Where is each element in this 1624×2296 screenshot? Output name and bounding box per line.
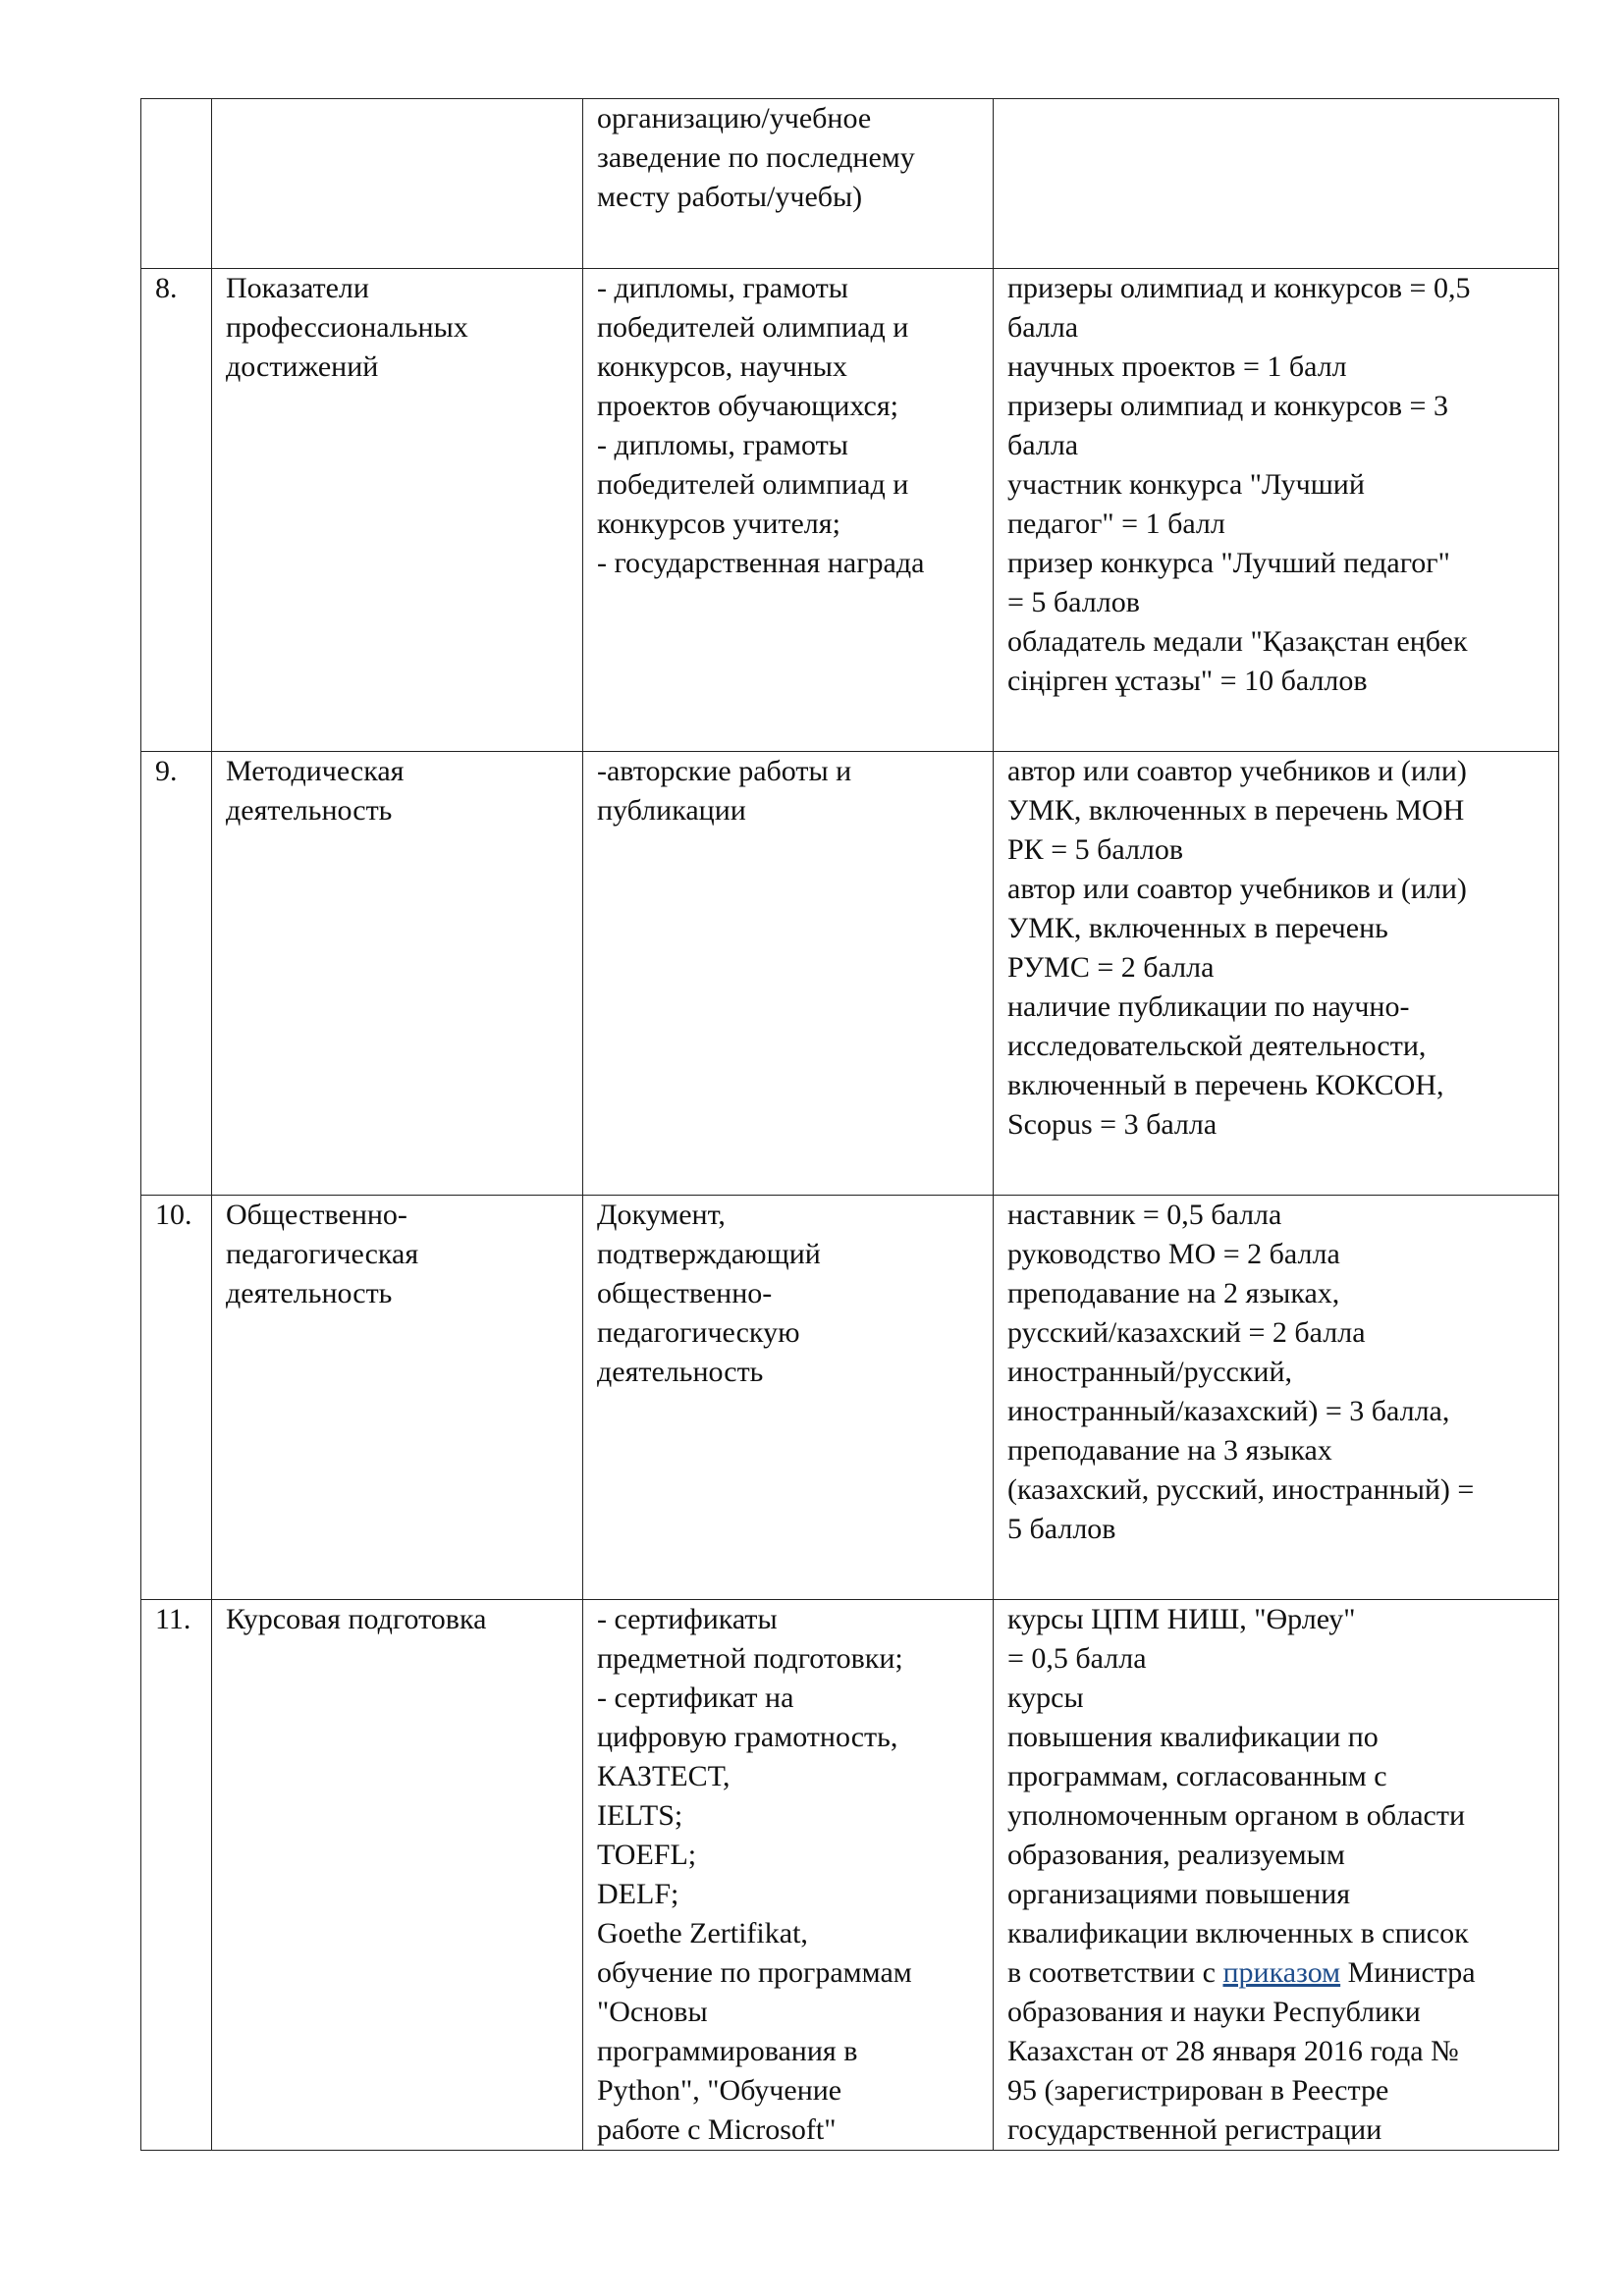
points-line: включенный в перечень КОКСОН, [1007,1069,1444,1101]
points-line: педагог" = 1 балл [1007,507,1225,540]
points-line: (казахский, русский, иностранный) = [1007,1473,1475,1506]
points-cell [994,752,1559,1196]
documents-line: - государственная награда [597,547,925,579]
documents-line: -авторские работы и [597,755,852,787]
documents-line: Python", "Обучение [597,2074,842,2107]
points-link-line [1007,1953,1544,1993]
documents-line: победителей олимпиад и [597,311,909,344]
points-line: РК = 5 баллов [1007,833,1184,866]
criterion-line: Методическая [226,755,405,787]
points-line: курсы ЦПМ НИШ, "Өрлеу" [1007,1603,1356,1635]
points-link-after: Министра [1340,1956,1476,1989]
points-line: призеры олимпиад и конкурсов = 3 [1007,390,1448,422]
points-line: исследовательской деятельности, [1007,1030,1427,1062]
documents-line: конкурсов учителя; [597,507,840,540]
documents-cell [583,1196,994,1600]
table-row [141,99,1559,269]
documents-line: TOEFL; [597,1839,697,1871]
points-line: Казахстан от 28 января 2016 года № [1007,2035,1459,2067]
documents-line: Goethe Zertifikat, [597,1917,808,1949]
documents-line: организацию/учебное [597,102,872,134]
documents-line: педагогическую [597,1316,800,1349]
points-line: УМК, включенных в перечень [1007,912,1388,944]
points-cell [994,269,1559,752]
documents-line: подтверждающий [597,1238,821,1270]
criterion-line: педагогическая [226,1238,419,1270]
points-link-before: в соответствии с [1007,1956,1223,1989]
points-line: курсы [1007,1682,1084,1714]
documents-line: публикации [597,794,746,827]
points-line: обладатель медали "Қазақстан еңбек [1007,625,1468,658]
criterion-line: Курсовая подготовка [226,1603,487,1635]
documents-line: IELTS; [597,1799,683,1832]
table-row [141,1196,1559,1600]
points-cell [994,99,1559,269]
points-line: преподавание на 3 языках [1007,1434,1332,1467]
criterion-line: достижений [226,350,379,383]
criterion-line: профессиональных [226,311,468,344]
points-line: УМК, включенных в перечень МОН [1007,794,1465,827]
documents-line: работе с Microsoft" [597,2113,837,2146]
points-line: участник конкурса "Лучший [1007,468,1365,501]
row-number: 9. [141,752,212,1196]
table-row [141,752,1559,1196]
points-cell [994,1600,1559,2151]
points-line: автор или соавтор учебников и (или) [1007,873,1467,905]
documents-line: DELF; [597,1878,679,1910]
points-line: наставник = 0,5 балла [1007,1199,1282,1231]
documents-cell [583,269,994,752]
points-line: 95 (зарегистрирован в Реестре [1007,2074,1389,2107]
table-row [141,269,1559,752]
points-line: преподавание на 2 языках, [1007,1277,1340,1309]
points-line: русский/казахский = 2 балла [1007,1316,1366,1349]
points-line: призеры олимпиад и конкурсов = 0,5 [1007,272,1471,304]
documents-line: "Основы [597,1996,708,2028]
documents-line: Документ, [597,1199,726,1231]
documents-cell [583,1600,994,2151]
documents-line: цифровую грамотность, [597,1721,898,1753]
documents-cell [583,99,994,269]
points-line: призер конкурса "Лучший педагог" [1007,547,1450,579]
documents-line: общественно- [597,1277,773,1309]
points-line: наличие публикации по научно- [1007,990,1410,1023]
table-row [141,1600,1559,2151]
points-line: образования и науки Республики [1007,1996,1421,2028]
documents-line: заведение по последнему [597,141,915,174]
points-line: образования, реализуемым [1007,1839,1345,1871]
documents-line: - сертификаты [597,1603,778,1635]
row-number [141,99,212,269]
criterion-cell [212,99,583,269]
row-number: 10. [141,1196,212,1600]
documents-line: - дипломы, грамоты [597,429,848,461]
row-number: 11. [141,1600,212,2151]
documents-line: деятельность [597,1356,764,1388]
criteria-table [140,98,1559,2151]
documents-line: обучение по программам [597,1956,912,1989]
documents-line: КАЗТЕСТ, [597,1760,731,1792]
points-line: организациями повышения [1007,1878,1351,1910]
points-line: программам, согласованным с [1007,1760,1387,1792]
criterion-line: Показатели [226,272,369,304]
points-line: государственной регистрации [1007,2113,1382,2146]
criterion-line: деятельность [226,794,393,827]
criterion-line: деятельность [226,1277,393,1309]
criterion-cell [212,1600,583,2151]
points-cell [994,1196,1559,1600]
points-line: руководство МО = 2 балла [1007,1238,1340,1270]
points-line: повышения квалификации по [1007,1721,1379,1753]
points-line: уполномоченным органом в области [1007,1799,1466,1832]
criterion-cell [212,1196,583,1600]
points-line: научных проектов = 1 балл [1007,350,1347,383]
order-link[interactable]: приказом [1222,1956,1341,1989]
points-line: балла [1007,311,1079,344]
documents-line: - дипломы, грамоты [597,272,848,304]
row-number: 8. [141,269,212,752]
documents-line: предметной подготовки; [597,1642,903,1675]
criterion-line: Общественно- [226,1199,407,1231]
points-line: иностранный/казахский) = 3 балла, [1007,1395,1450,1427]
points-line: = 5 баллов [1007,586,1140,618]
points-line: балла [1007,429,1079,461]
documents-line: месту работы/учебы) [597,181,863,213]
points-line: РУМС = 2 балла [1007,951,1215,984]
documents-line: - сертификат на [597,1682,794,1714]
criterion-cell [212,752,583,1196]
documents-line: победителей олимпиад и [597,468,909,501]
points-line: автор или соавтор учебников и (или) [1007,755,1467,787]
criterion-cell [212,269,583,752]
points-line: квалификации включенных в список [1007,1917,1469,1949]
documents-line: программирования в [597,2035,858,2067]
points-line: иностранный/русский, [1007,1356,1293,1388]
points-line: = 0,5 балла [1007,1642,1147,1675]
documents-line: проектов обучающихся; [597,390,898,422]
points-line: сіңірген ұстазы" = 10 баллов [1007,665,1368,697]
points-line: Scopus = 3 балла [1007,1108,1218,1141]
documents-line: конкурсов, научных [597,350,847,383]
points-line: 5 баллов [1007,1513,1116,1545]
documents-cell [583,752,994,1196]
